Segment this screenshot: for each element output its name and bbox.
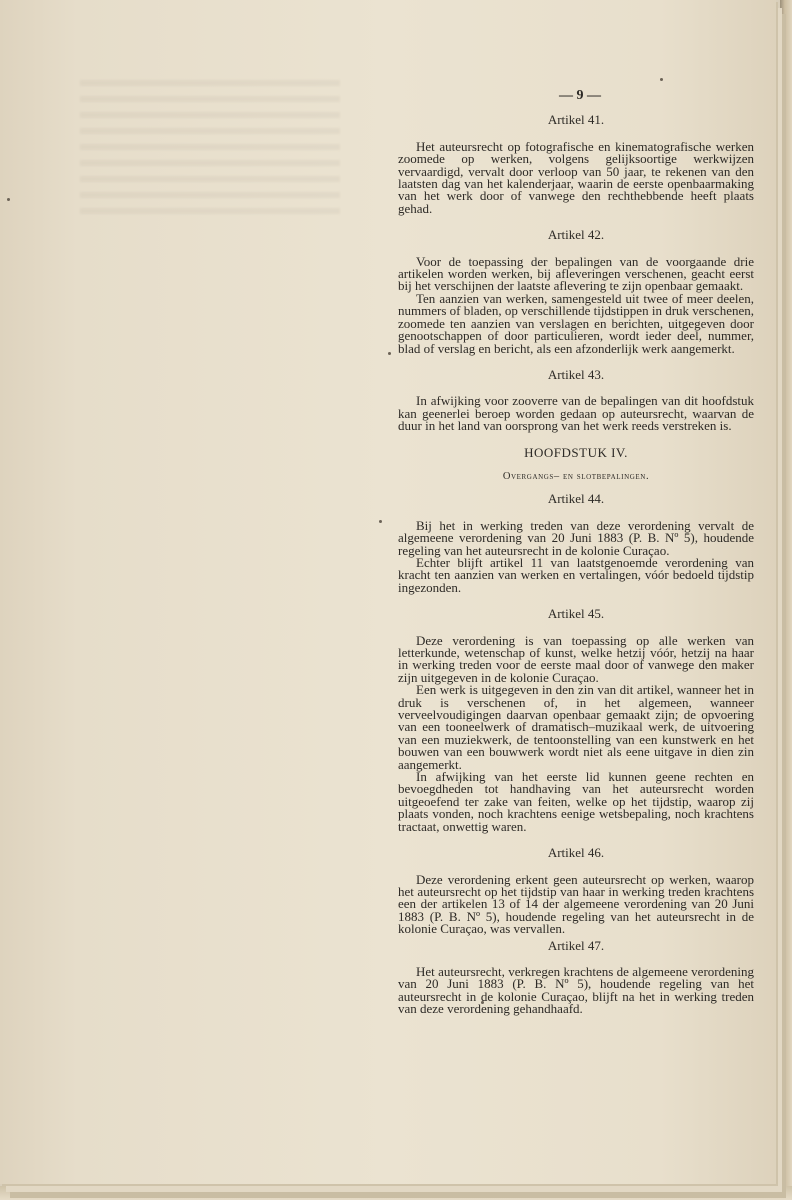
article-heading: Artikel 44. — [547, 491, 605, 507]
page-number: — 9 — — [559, 88, 601, 103]
paragraph: Het auteursrecht op fotografische en kinematografische werken zoomede op werken, volgens gelijksoortige werkwijzen vervaardigd, vervalt door verloop van 50 jaar, te rekenen van den laatsten dag van het kalenderjaar, waarin de eerste openbaarmaking van het werk door of vanwege den rechthebbende heeft plaats gehad. — [398, 138, 754, 216]
paragraph: Deze verordening erkent geen auteursrecht op werken, waarop het auteursrecht op het tijdstip van haar in werking treden krachtens een der artikelen 13 of 14 der algemeene verordening van 20 Juni 1883 (P. B. Nº 5), houdende regeling van het auteursrecht in de kolonie Curaçao, was vervallen. — [398, 871, 754, 937]
article-body — [398, 871, 754, 937]
speck — [379, 520, 382, 523]
chapter-subtitle: Overgangs– en slotbepalingen. — [502, 470, 650, 482]
article-heading: Artikel 47. — [547, 937, 605, 953]
article-body — [398, 517, 754, 595]
paragraph: Een werk is uitgegeven in den zin van dit artikel, wanneer het in druk is verschenen of, in het algemeen, wanneer verveelvoudigingen daarvan openbaar gemaakt zijn; de opvoering van een tooneelwerk of dramatisch–muzikaal werk, de uitvoering van een muziekwerk, de tentoonstelling van een kunstwerk en het bouwen van een bouwwerk wordt niet als eene uitgave in dien zin aangemerkt. — [398, 682, 754, 772]
article-body — [398, 632, 754, 834]
paragraph: Bij het in werking treden van deze verordening vervalt de algemeene verordening van 20 Juni 1883 (P. B. Nº 5), houdende regeling van het auteursrecht in de kolonie Curaçao. — [398, 517, 754, 558]
bleed-through — [80, 80, 340, 220]
speck — [660, 78, 663, 81]
page-edge-right — [780, 0, 792, 1200]
paragraph: Voor de toepassing der bepalingen van de voorgaande drie artikelen worden werken, bij afleveringen verschenen, geacht eerst bij het verschijnen der laatste aflevering te zijn openbaar gemaakt. — [398, 253, 754, 294]
article-heading: Artikel 46. — [547, 845, 605, 861]
article-heading: Artikel 41. — [547, 112, 605, 128]
article-body — [398, 138, 754, 216]
article-body — [398, 395, 754, 432]
paragraph: Echter blijft artikel 11 van laatstgenoemde verordening van kracht ten aanzien van werken en vertalingen, vóór bedoeld tijdstip ingezonden. — [398, 554, 754, 595]
paragraph: Deze verordening is van toepassing op alle werken van letterkunde, wetenschap of kunst, welke hetzij vóór, hetzij na haar in werking treden voor de eerste maal door of vanwege den maker zijn uitgegeven in de kolonie Curaçao. — [398, 632, 754, 685]
paragraph: Ten aanzien van werken, samengesteld uit twee of meer deelen, nummers of bladen, op verschillende tijdstippen in druk verschenen, zoomede ten aanzien van verslagen en berichten, uitgegeven door genootschappen of door particulieren, wordt ieder deel, nummer, blad of verslag en bericht, als een afzonderlijk werk aangemerkt. — [398, 290, 754, 356]
article-body — [398, 963, 754, 1017]
speck — [388, 352, 391, 355]
article-heading: Artikel 43. — [547, 366, 605, 382]
paragraph: In afwijking voor zooverre van de bepalingen van dit hoofdstuk kan geenerlei beroep worden gedaan op auteursrecht, waarvan de duur in het land van oorsprong van het werk reeds verstreken is. — [398, 393, 754, 434]
article-heading: Artikel 42. — [547, 227, 605, 243]
page-edge-bottom — [0, 1186, 792, 1200]
chapter-title: HOOFDSTUK IV. — [524, 444, 628, 460]
article-heading: Artikel 45. — [547, 606, 605, 622]
speck — [7, 198, 10, 201]
text-column — [398, 90, 754, 1030]
paragraph: In afwijking van het eerste lid kunnen geene rechten en bevoegdheden tot handhaving van het auteursrecht worden uitgeoefend ter zake van feiten, welke op het tijdstip, waarop zij plaats vonden, noch krachtens eenige wetsbepaling, noch krachtens tractaat, onwettig waren. — [398, 769, 754, 834]
paragraph: Het auteursrecht, verkregen krachtens de algemeene verordening van 20 Juni 1883 (P. B. Nº 5), houdende regeling van het auteursrecht in de kolonie Curaçao, blijft na het in werking treden van deze verordening gehandhaafd. — [398, 963, 754, 1017]
article-body — [398, 253, 754, 356]
